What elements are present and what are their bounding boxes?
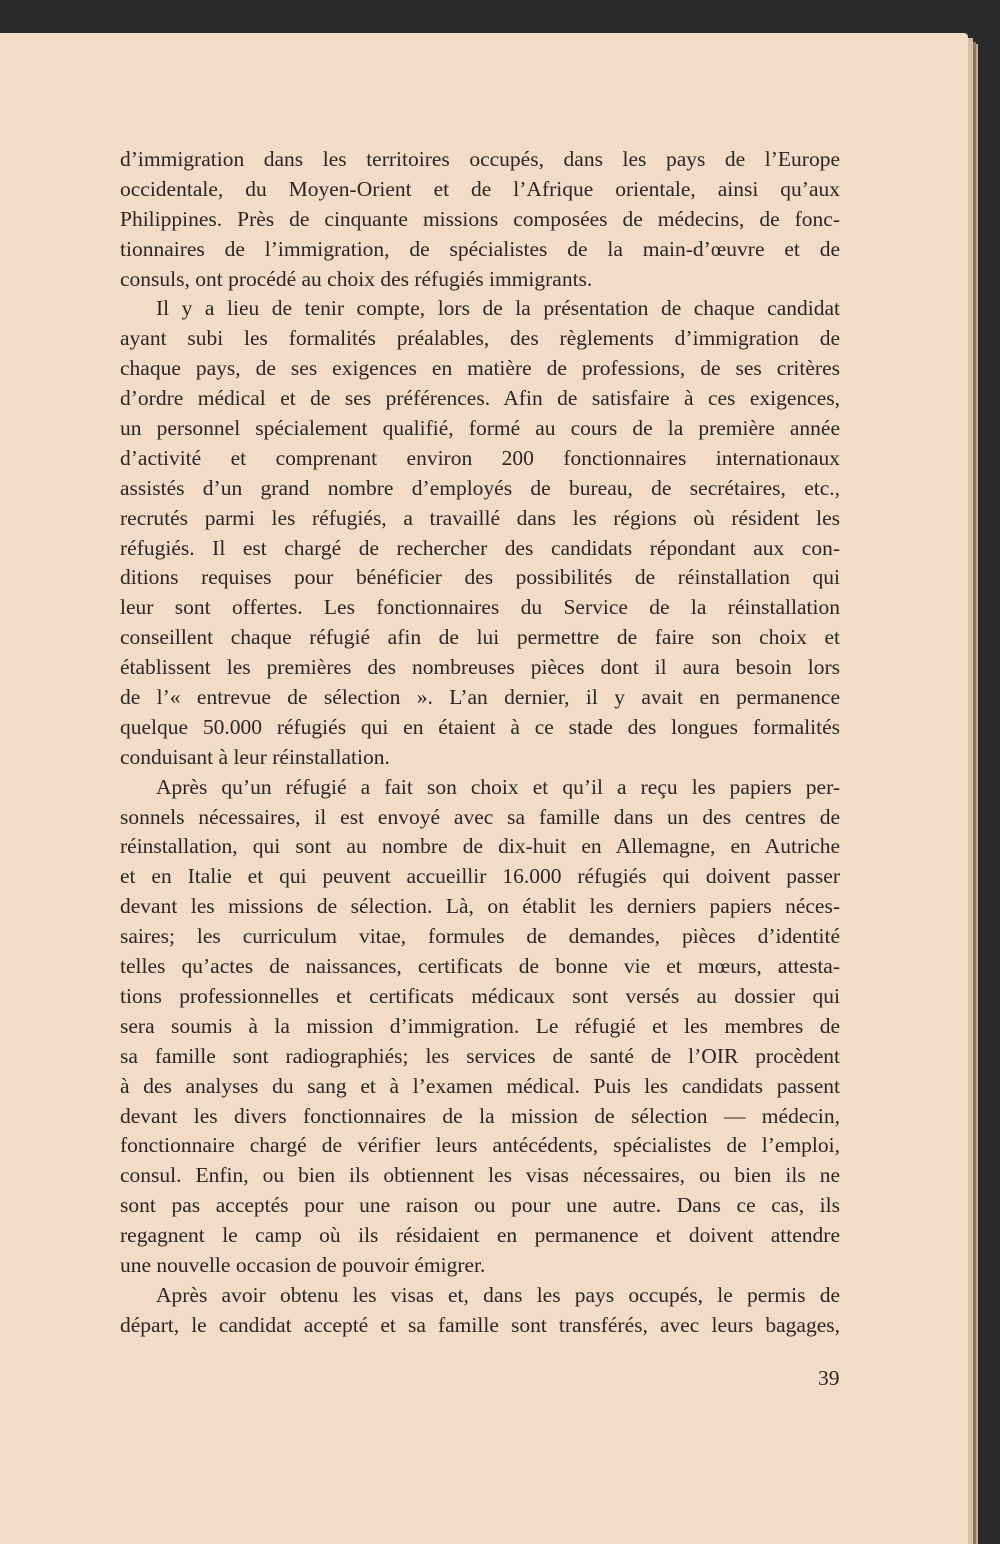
text-line: d’activité et comprenant environ 200 fonctionnaires internationaux: [120, 445, 840, 470]
text-line: telles qu’actes de naissances, certificats de bonne vie et mœurs, attesta-: [120, 954, 840, 979]
text-line: Après avoir obtenu les visas et, dans les pays occupés, le permis de: [156, 1282, 840, 1307]
text-line: consuls, ont procédé au choix des réfugiés immigrants.: [120, 266, 593, 291]
text-line: quelque 50.000 réfugiés qui en étaient à ce stade des longues formalités: [120, 714, 840, 739]
text-line: tions professionnelles et certificats médicaux sont versés au dossier qui: [120, 983, 840, 1008]
text-line: ayant subi les formalités préalables, des règlements d’immigration de: [120, 326, 840, 351]
text-line: consul. Enfin, ou bien ils obtiennent les visas nécessaires, ou bien ils ne: [120, 1163, 840, 1188]
text-line: devant les divers fonctionnaires de la mission de sélection — médecin,: [120, 1103, 840, 1128]
paragraph: [120, 1281, 840, 1341]
text-line: recrutés parmi les réfugiés, a travaillé dans les régions où résident les: [120, 505, 840, 530]
text-line: devant les missions de sélection. Là, on établit les derniers papiers néces-: [120, 894, 840, 919]
text-line: à des analyses du sang et à l’examen médical. Puis les candidats passent: [120, 1073, 840, 1098]
text-line: réinstallation, qui sont au nombre de dix-huit en Allemagne, en Autriche: [120, 834, 840, 859]
text-line: occidentale, du Moyen-Orient et de l’Afrique orientale, ainsi qu’aux: [120, 176, 840, 201]
text-line: ditions requises pour bénéficier des possibilités de réinstallation qui: [120, 565, 840, 590]
text-line: sera soumis à la mission d’immigration. Le réfugié et les membres de: [120, 1013, 840, 1038]
text-line: sonnels nécessaires, il est envoyé avec sa famille dans un des centres de: [120, 804, 840, 829]
text-line: saires; les curriculum vitae, formules de demandes, pièces d’identité: [120, 924, 840, 949]
text-line: une nouvelle occasion de pouvoir émigrer.: [120, 1252, 486, 1277]
page-edge: [976, 44, 978, 1544]
text-line: sa famille sont radiographiés; les services de santé de l’OIR procèdent: [120, 1043, 840, 1068]
text-line: réfugiés. Il est chargé de rechercher des candidats répondant aux con-: [120, 535, 840, 560]
paragraph: [120, 145, 840, 294]
text-line: tionnaires de l’immigration, de spécialistes de la main-d’œuvre et de: [120, 236, 840, 261]
page-number: 39: [818, 1366, 840, 1390]
text-line: départ, le candidat accepté et sa famille sont transférés, avec leurs bagages,: [120, 1312, 840, 1337]
text-line: Après qu’un réfugié a fait son choix et qu’il a reçu les papiers per-: [156, 774, 840, 799]
text-line: chaque pays, de ses exigences en matière de professions, de ses critères: [120, 356, 840, 381]
body-text: [120, 145, 840, 1341]
text-line: d’ordre médical et de ses préférences. Afin de satisfaire à ces exigences,: [120, 386, 840, 411]
text-line: et en Italie et qui peuvent accueillir 16.000 réfugiés qui doivent passer: [120, 864, 840, 889]
text-line: d’immigration dans les territoires occupés, dans les pays de l’Europe: [120, 147, 840, 171]
text-line: conduisant à leur réinstallation.: [120, 744, 390, 769]
text-line: leur sont offertes. Les fonctionnaires du Service de la réinstallation: [120, 595, 840, 620]
text-line: un personnel spécialement qualifié, formé au cours de la première année: [120, 416, 840, 441]
text-line: sont pas acceptés pour une raison ou pour une autre. Dans ce cas, ils: [120, 1193, 840, 1218]
text-line: établissent les premières des nombreuses pièces dont il aura besoin lors: [120, 655, 840, 680]
text-line: regagnent le camp où ils résidaient en permanence et doivent attendre: [120, 1223, 840, 1248]
text-line: Philippines. Près de cinquante missions composées de médecins, de fonc-: [120, 206, 840, 231]
paragraph: [120, 294, 840, 772]
text-line: fonctionnaire chargé de vérifier leurs antécédents, spécialistes de l’emploi,: [120, 1133, 840, 1158]
text-line: assistés d’un grand nombre d’employés de bureau, de secrétaires, etc.,: [120, 475, 840, 500]
paragraph: [120, 773, 840, 1281]
text-line: de l’« entrevue de sélection ». L’an dernier, il y avait en permanence: [120, 685, 840, 710]
text-line: Il y a lieu de tenir compte, lors de la présentation de chaque candidat: [156, 296, 840, 321]
text-line: conseillent chaque réfugié afin de lui permettre de faire son choix et: [120, 625, 840, 650]
